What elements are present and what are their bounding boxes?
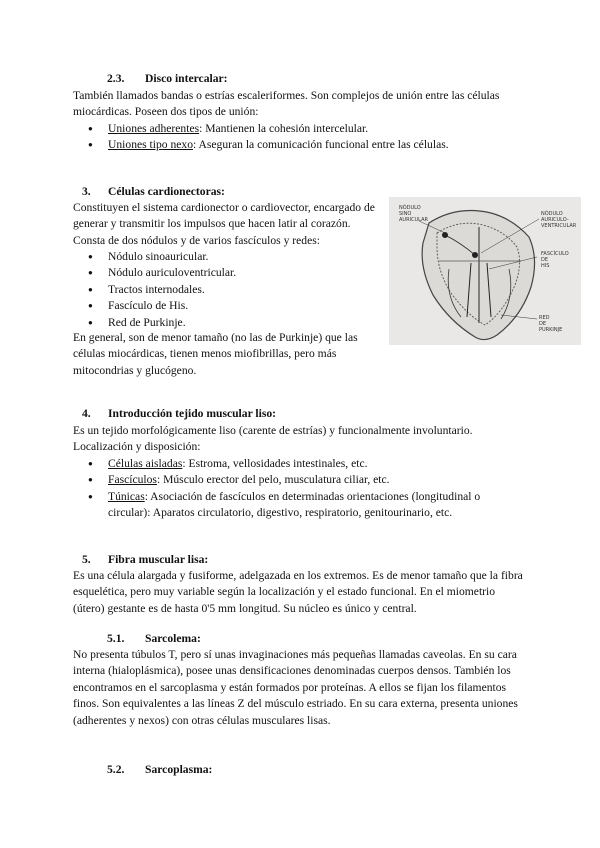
section-4-text: Es un tejido morfológicamente liso (carente de estrías) y funcionalmente involuntario. Localización y disposición: xyxy=(73,424,473,454)
list-item: ● Red de Purkinje. xyxy=(88,315,378,331)
section-2-3-text: También llamados bandas o estrías escaleriformes. Son complejos de unión entre las células miocárdicas. Poseen dos tipos de unión: xyxy=(73,89,500,119)
section-5-1-text: No presenta túbulos T, pero sí unas invaginaciones más pequeñas llamadas caveolas. En su cara interna (hialoplásmica), posee unas densificaciones denominadas cuerpos densos. También los encontramos en el sarcoplasma y están formados por proteínas. A ellos se fijan los filamentos finos. Son equivalentes a las líneas Z del músculo estriado. En su cara externa, presenta uniones (adherentes y nexos) con otras células musculares lisas. xyxy=(73,648,518,727)
section-5-text: Es una célula alargada y fusiforme, adelgazada en los extremos. Es de menor tamaño que la fibra esquelética, pero muy variable según la localización y el estado funcional. En el miometrio (útero) gestante es de hasta 0'5 mm longitud. Su núcleo es único y central. xyxy=(73,569,523,615)
section-3-after-text: En general, son de menor tamaño (no las de Purkinje) que las células miocárdicas, tienen menos miofibrillas, pero más mitocondrias y glucógeno. xyxy=(73,331,358,377)
list-item: ● Uniones tipo nexo: Aseguran la comunicación funcional entre las células. xyxy=(88,137,528,153)
smooth-muscle-layout-list xyxy=(88,456,512,522)
cardionector-list xyxy=(88,249,378,331)
section-3-text: Constituyen el sistema cardionector o cardiovector, encargado de generar y transmitir los impulsos que hacen latir al corazón. Consta de dos nódulos y de varios fascículos y redes: xyxy=(73,201,375,247)
section-4-heading: 4. Introducción tejido muscular liso: xyxy=(82,407,277,420)
label-sa-node: NÓDULO SINO AURICULAR xyxy=(399,205,428,223)
list-item: ● Células aisladas: Estroma, vellosidades intestinales, etc. xyxy=(88,456,512,472)
list-item: ● Nódulo auriculoventricular. xyxy=(88,265,378,281)
union-types-list xyxy=(88,121,528,154)
section-5-1-heading: 5.1. Sarcolema: xyxy=(107,632,201,645)
section-3-heading: 3. Células cardionectoras: xyxy=(82,185,225,198)
section-5-heading: 5. Fibra muscular lisa: xyxy=(82,553,209,566)
list-item: ● Fascículos: Músculo erector del pelo, musculatura ciliar, etc. xyxy=(88,472,512,488)
list-item: ● Tractos internodales. xyxy=(88,282,378,298)
list-item: ● Fascículo de His. xyxy=(88,298,378,314)
list-item: ● Nódulo sinoauricular. xyxy=(88,249,378,265)
heart-conduction-figure xyxy=(389,197,581,345)
list-item: ● Túnicas: Asociación de fascículos en determinadas orientaciones (longitudinal o circular): Aparatos circulatorio, digestivo, respiratorio, genitourinario, etc. xyxy=(88,489,512,522)
label-his-bundle: FASCÍCULO DE HIS xyxy=(541,251,569,269)
section-5-2-heading: 5.2. Sarcoplasma: xyxy=(107,763,213,776)
label-av-node: NÓDULO AURICULO- VENTRICULAR xyxy=(541,211,577,229)
label-purkinje: RED DE PURKINJE xyxy=(539,315,563,333)
section-2-3-heading: 2.3. Disco intercalar: xyxy=(107,72,228,85)
list-item: ● Uniones adherentes: Mantienen la cohesión intercelular. xyxy=(88,121,528,137)
